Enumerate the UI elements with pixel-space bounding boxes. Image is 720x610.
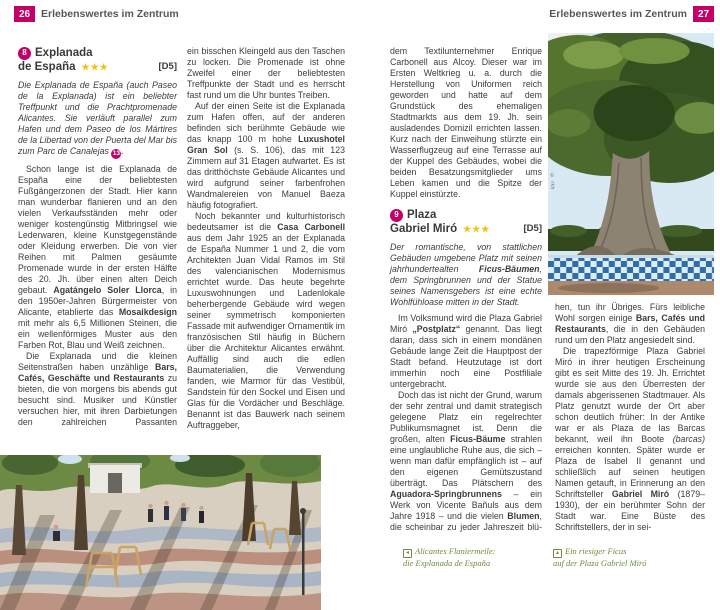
text-column-4	[555, 302, 705, 533]
text-segment: Noch bekannter und kulturhistorisch bedeutsamer ist die	[187, 211, 345, 232]
text-segment: zu bieten, die von morgens bis abends gut besucht sind. Musiker und Künstler versuchen hier, mit ihren Darbietungen den zahlreichen Passanten	[18, 372, 177, 427]
explanada-promenade-photo	[0, 455, 321, 610]
photo-caption-ficus	[553, 546, 647, 570]
photo-ref-left-icon: ◂	[403, 549, 412, 558]
body-paragraph	[390, 390, 542, 533]
text-segment: (barcas)	[672, 434, 705, 444]
text-segment: Schon lange ist die Explanada de España eine der beliebtesten Fußgängerzonen der Stadt. Hier kann man wunderbar flanieren und an den vielen Verkaufsständen mehr oder weniger kostengünstig Mitbringsel wie Lederwaren, kleine Kunstgegenstände oder Kleidung erwerben. Die von vier Reihen mit Palmen gesäumte Promenade wurde in der ersten Hälfte des 20. Jh. über einen alten Deich gebaut.	[18, 163, 177, 295]
photo-ref-up-icon: ▴	[553, 549, 562, 558]
body-paragraph	[18, 351, 177, 428]
sight-name-line1: Plaza	[407, 209, 437, 221]
rating-stars: ★★★	[81, 62, 109, 72]
text-segment: Doch das ist nicht der Grund, warum der sehr zentral und damit strategisch gelegene Platz ein regelrechter Publikumsmagnet ist. Denn die großen, alten	[390, 390, 542, 444]
sight-name-line2: Gabriel Miró	[390, 223, 458, 235]
text-segment: Bars, Cafés, Geschäfte und Restaurants	[18, 361, 177, 383]
photo-credit-right: © rkh	[549, 173, 555, 190]
body-paragraph	[187, 211, 345, 431]
text-segment: dem Textilunternehmer Enrique Carbonell aus Alcoy. Dieser war im Ersten Weltkrieg u. a. durch die Herstellung von Uniformen reich geworden und hatte auf dem Grundstück des ehemaligen Stadtmarkts aus dem 19. Jh. sein ausladendes Domizil errichten lassen. Kurz nach der Einweihung stürzte ein Wasserflugzeug auf eine Terrasse auf der Kuppel des Gebäudes, wobei die beiden Besatzungsmitglieder ums Leben kamen und die Spitze der Kuppel einstürzte.	[390, 46, 542, 199]
text-segment: Auf der einen Seite ist die Explanada zum Hafen offen, auf der anderen befinden sich berühmte Gebäude wie das knapp 100 m hohe	[187, 101, 345, 144]
text-segment: , dem Springbrunnen und der Statue seines Namensgebers ist eine echte Wohlfühloase mitten in der Stadt.	[390, 264, 542, 307]
text-segment: Der romantische, von stattlichen Gebäuden umgebene Platz mit seinen jahrhundertealten	[390, 242, 542, 274]
text-segment: , in den 1950er-Jahren Bürgermeister von Alicante, etablierte das	[18, 284, 178, 317]
text-column-1	[18, 46, 177, 428]
caption-line: Alicantes Flaniermeile:	[415, 546, 496, 556]
photo-credit-left: © rkh	[314, 458, 320, 475]
text-segment: aus dem Jahr 1925 an der Explanada de España Nummer 1 und 2, die vom Architekten Juan Vidal Ramos im Stil des valencianischen Modernismus errichtet wurde. Das heute begehrte Luxuswohnungen und Ladenlokale beherbergende Gebäude wird wegen seiner symmetrisch komponierten Fassade mit aufwendiger Ornamentik im französischen Stil häufig in Büchern über die Architektur Alicantes erwähnt. Auffällig sind auch die edlen Baumaterialien, die Verwendung fanden, wie Marmor für das Vestibül, Sandstein für den Sockel und Eisen und Glas für die Vordächer und Beschläge. Benannt ist das Bauwerk nach seinem Auftraggeber,	[187, 233, 345, 430]
text-segment: mit mehr als 6,5 Millionen Steinen, die ein wellenförmiges Muster aus den Farben Rot, Blau und Weiß zeichnen.	[18, 317, 177, 350]
text-segment: (1879–1930), der ein berühmter Sohn der Stadt war. Eine Büste des Schriftstellers, der in sei-	[555, 489, 706, 532]
text-segment: Ficus-Bäumen	[478, 264, 540, 274]
body-paragraph	[555, 302, 705, 346]
text-segment: (s. S. 106), das mit 123 Zimmern auf 31 Etagen aufwartet. Es ist das dritthöchste Gebäude Alicantes und wird aufgrund seiner farbenfrohen Wandmalereien von Manuel Baeza häufig fotografiert.	[187, 145, 345, 210]
text-segment: , die scheinbar zu jeder Jahreszeit blü-	[390, 511, 542, 532]
lead-paragraph	[390, 242, 542, 308]
page-number-right: 27	[693, 6, 714, 22]
map-reference-badge: 13	[112, 150, 120, 157]
text-segment: Bars, Cafés und Restaurants	[555, 313, 706, 334]
text-segment: .	[121, 146, 124, 156]
text-segment: Die Explanada de España (auch Paseo de la Explanada) ist ein beliebter Treffpunkt und die Prachtpromenade Alicantes. Sie verläuft parallel zum Hafen und dem Paseo de los Mártires de la Libertad von der Puerta del Mar bis zum Parc de Canalejas	[18, 80, 177, 156]
text-segment: Aguadora-Springbrunnens	[390, 489, 502, 499]
text-segment: hen, tun ihr Übriges. Fürs leibliche Wohl sorgen einige	[555, 302, 705, 323]
text-segment: , die in den Gebäuden rund um den Platz angesiedelt sind.	[555, 324, 705, 345]
text-segment: strahlen eine unglaubliche Ruhe aus, die sich – wenn man dafür empfänglich ist – auf den eigenen Gemütszustand überträgt. Das Plätschern des	[390, 434, 542, 488]
sight-number-badge: 9	[390, 209, 403, 222]
caption-line: Ein riesiger Ficus	[565, 546, 627, 556]
text-segment: Blumen	[507, 511, 540, 521]
text-segment: Im Volksmund wird die Plaza Gabriel Miró	[390, 313, 542, 334]
running-header-title-left: Erlebenswertes im Zentrum	[41, 8, 179, 20]
photo-caption-explanada	[403, 546, 496, 570]
body-paragraph	[390, 313, 542, 390]
body-paragraph	[555, 346, 705, 533]
lead-paragraph	[18, 80, 177, 159]
page-number-left: 26	[14, 6, 35, 22]
caption-line: die Explanada de España	[403, 558, 491, 568]
ficus-plaza-photo	[548, 33, 714, 295]
text-segment: Casa Carbonell	[277, 222, 346, 232]
text-segment: ein bisschen Kleingeld aus den Taschen zu locken. Die Promenade ist ohne Zweifel einer der beliebtesten Treffpunkte der Stadt und es herrscht fast rund um die Uhr buntes Treiben.	[187, 46, 345, 100]
running-header-title-right: Erlebenswertes im Zentrum	[549, 8, 687, 20]
text-column-3	[390, 46, 542, 533]
text-segment: Agatángelo Soler Llorca	[53, 284, 162, 295]
caption-line: auf der Plaza Gabriel Miró	[553, 558, 647, 568]
text-segment: „Postplatz“	[412, 324, 461, 334]
ficus-plaza-illustration	[548, 33, 714, 295]
map-grid-reference: [D5]	[158, 61, 177, 72]
explanada-promenade-illustration	[0, 455, 321, 610]
body-paragraph	[187, 46, 345, 101]
sight-name-line2: de España	[18, 61, 76, 73]
body-paragraph	[187, 101, 345, 211]
text-segment: – ein Werk von Vicente Bañuls aus dem Jahre 1918 – und die vielen	[390, 489, 542, 521]
map-grid-reference: [D5]	[523, 223, 542, 234]
running-header-left	[14, 6, 179, 22]
text-segment: Mosaikdesign	[118, 306, 177, 317]
rating-stars: ★★★	[463, 224, 491, 234]
text-segment: genannt. Das liegt daran, dass sich in einem mondänen Gebäude lange Zeit die Hauptpost der Stadt befand. Heutzutage ist dort immerhin noch eine Postfiliale untergebracht.	[390, 324, 542, 389]
text-segment: Luxushotel Gran Sol	[187, 134, 345, 155]
sight-heading	[390, 208, 542, 236]
text-segment: Die Explanada und die kleinen Seitenstraßen haben unzählige	[18, 350, 177, 372]
sight-name-line1: Explanada	[35, 47, 93, 59]
body-paragraph	[390, 46, 542, 200]
text-segment: Die trapezförmige Plaza Gabriel Miró in ihrer heutigen Erscheinung gibt es seit Mitte des 19. Jh. Errichtet wurde sie aus den Überresten der damals abgerissenen Stadtmauer. Als Platz genutzt wurde der Ort aber schon deutlich früher: In der Antike war er als Plaza de las Barcas bekannt, weil ihn Boote	[555, 346, 705, 444]
text-segment: Gabriel Miró	[611, 489, 670, 499]
text-column-2	[187, 46, 345, 431]
text-segment: erreichen konnten. Später wurde er Plaza de Isabel II genannt und schließlich auf seinen heutigen Namen getauft, in Erinnerung an den Schriftsteller	[555, 445, 705, 499]
sight-number-badge: 8	[18, 47, 31, 60]
text-segment: Ficus-Bäume	[450, 434, 506, 444]
body-paragraph	[18, 164, 177, 351]
running-header-right	[549, 6, 714, 22]
sight-heading	[18, 46, 177, 74]
